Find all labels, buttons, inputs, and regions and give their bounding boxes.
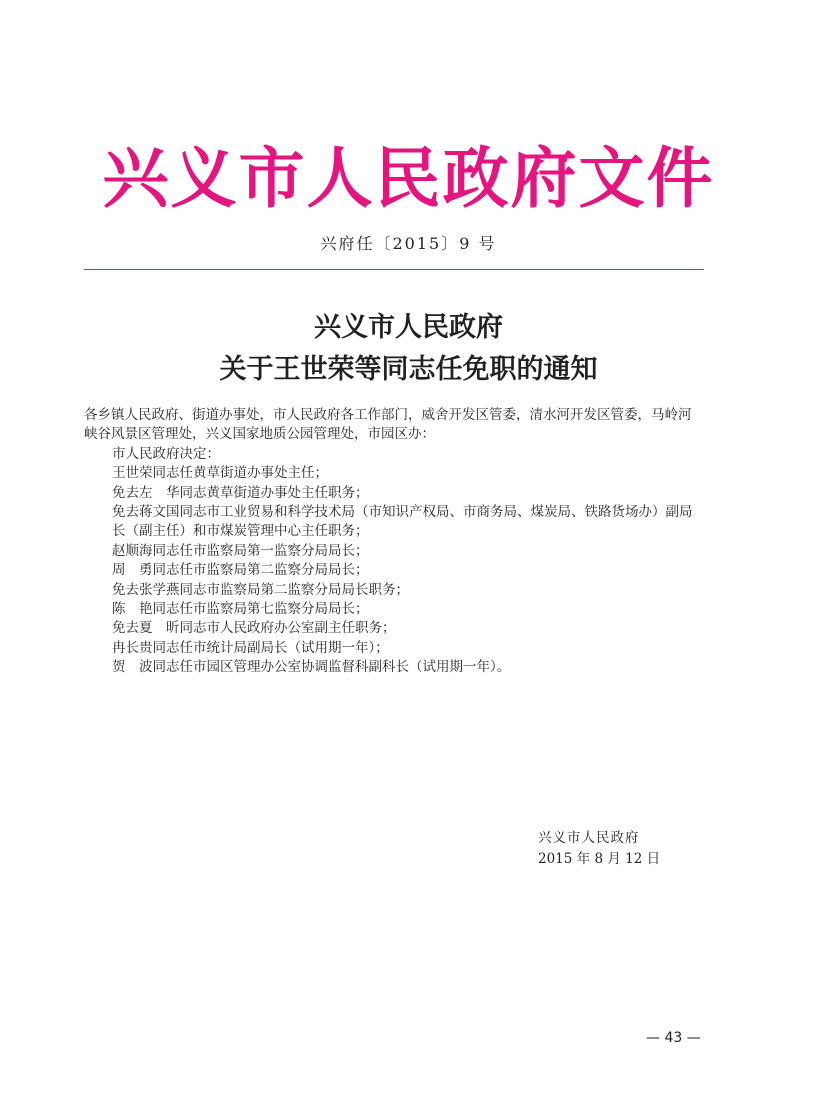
title-line-1: 兴义市人民政府: [314, 312, 503, 343]
title-line-2: 关于王世荣等同志任免职的通知: [219, 354, 598, 385]
list-item: 贺 波同志任市园区管理办公室协调监督科副科长（试用期一年）。: [112, 659, 511, 676]
recipients: 各乡镇人民政府、街道办事处，市人民政府各工作部门，威舍开发区管委，清水河开发区管委，马岭河峡谷风景区管理处，兴义国家地质公园管理处，市园区办：: [84, 407, 692, 443]
document-number: 兴府任〔2015〕9 号: [320, 234, 497, 253]
signature-date: 2015 年 8 月 12 日: [538, 851, 661, 867]
list-item: 免去蒋文国同志市工业贸易和科学技术局（市知识产权局、市商务局、煤炭局、铁路货场办）副局长（副主任）和市煤炭管理中心主任职务；: [112, 504, 693, 540]
red-divider: [84, 269, 704, 270]
decision-intro: 市人民政府决定：: [112, 445, 220, 462]
list-item: 赵顺海同志任市监察局第一监察分局局长；: [112, 542, 369, 559]
masthead: 兴义市人民政府文件: [102, 139, 715, 217]
page-number: — 43 —: [646, 1030, 701, 1046]
list-item: 冉长贵同志任市统计局副局长（试用期一年）；: [112, 639, 389, 656]
list-item: 周 勇同志任市监察局第二监察分局局长；: [112, 562, 369, 579]
list-item: 陈 艳同志任市监察局第七监察分局局长；: [112, 601, 369, 618]
signature-issuer: 兴义市人民政府: [538, 830, 640, 846]
list-item: 免去夏 昕同志市人民政府办公室副主任职务；: [112, 620, 396, 637]
list-item: 王世荣同志任黄草街道办事处主任；: [112, 465, 328, 482]
document-body: [84, 406, 704, 678]
list-item: 免去张学燕同志市监察局第二监察分局局长职务；: [112, 581, 409, 598]
list-item: 免去左 华同志黄草街道办事处主任职务；: [112, 484, 369, 501]
